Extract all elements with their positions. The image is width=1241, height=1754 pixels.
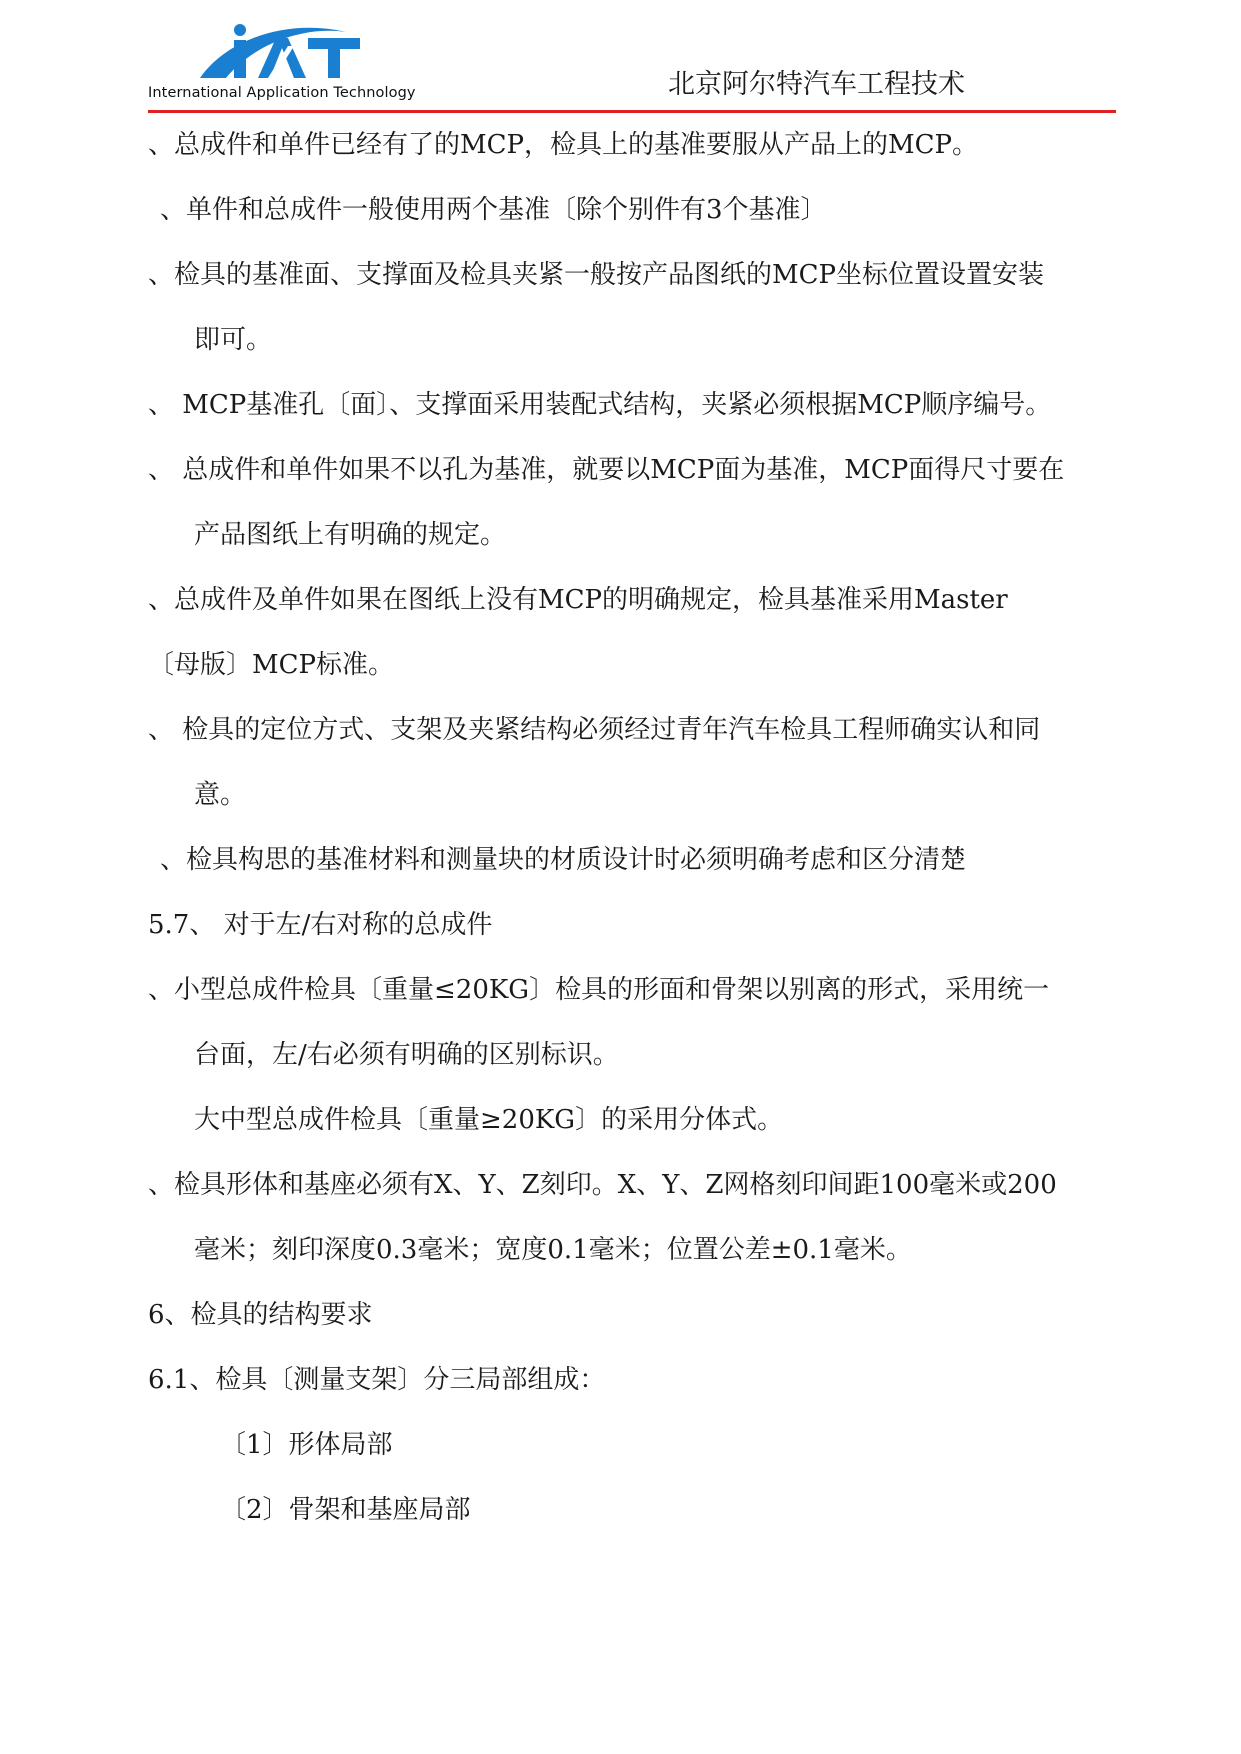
- text-line: 、检具构思的基准材料和测量块的材质设计时必须明确考虑和区分清楚: [160, 845, 967, 875]
- company-logo: [148, 22, 428, 106]
- text-line: 、 检具的定位方式、支架及夹紧结构必须经过青年汽车检具工程师确实认和同: [148, 715, 1041, 745]
- text-line: 、 MCP基准孔〔面〕、支撑面采用装配式结构，夹紧必须根据MCP顺序编号。: [148, 390, 1052, 420]
- text-line: 〔母版〕MCP标准。: [148, 650, 395, 680]
- text-line: 、总成件及单件如果在图纸上没有MCP的明确规定，检具基准采用Master: [148, 585, 1008, 615]
- logo-tagline: International Application Technology: [148, 85, 416, 101]
- text-line: 即可。: [194, 325, 273, 355]
- company-name: 北京阿尔特汽车工程技术: [668, 69, 965, 100]
- subsection-heading: 6.1、检具〔测量支架〕分三局部组成：: [148, 1365, 606, 1395]
- text-line: 产品图纸上有明确的规定。: [194, 520, 507, 550]
- list-item: 〔2〕骨架和基座局部: [220, 1495, 471, 1525]
- text-line: 、 总成件和单件如果不以孔为基准，就要以MCP面为基准，MCP面得尺寸要在: [148, 455, 1065, 485]
- section-heading: 6、检具的结构要求: [148, 1300, 373, 1330]
- text-line: 、总成件和单件已经有了的MCP，检具上的基准要服从产品上的MCP。: [148, 130, 979, 160]
- text-line: 、检具的基准面、支撑面及检具夹紧一般按产品图纸的MCP坐标位置设置安装: [148, 260, 1045, 290]
- text-line: 、单件和总成件一般使用两个基准〔除个别件有3个基准〕: [160, 195, 827, 225]
- text-line: 意。: [194, 780, 247, 810]
- header-divider: [148, 110, 1116, 113]
- text-line: 、小型总成件检具〔重量≤20KG〕检具的形面和骨架以别离的形式，采用统一: [148, 975, 1050, 1005]
- iat-logo-icon: [196, 22, 366, 84]
- text-line: 、检具形体和基座必须有X、Y、Z刻印。X、Y、Z网格刻印间距100毫米或200: [148, 1170, 1057, 1200]
- text-line: 毫米；刻印深度0.3毫米；宽度0.1毫米；位置公差±0.1毫米。: [194, 1235, 912, 1265]
- list-item: 〔1〕形体局部: [220, 1430, 393, 1460]
- text-line: 大中型总成件检具〔重量≥20KG〕的采用分体式。: [194, 1105, 784, 1135]
- text-line: 台面，左/右必须有明确的区别标识。: [194, 1040, 619, 1070]
- section-heading: 5.7、 对于左/右对称的总成件: [148, 910, 493, 940]
- page-header: [0, 0, 1241, 120]
